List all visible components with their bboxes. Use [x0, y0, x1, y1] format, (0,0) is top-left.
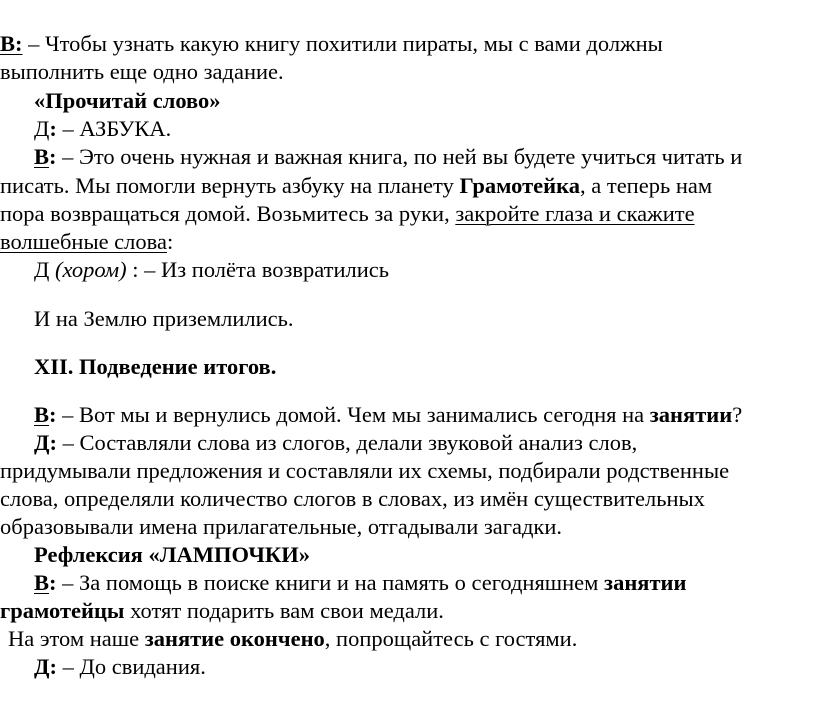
para-text: , попрощайтесь с гостями.: [324, 626, 578, 651]
bold-term: занятии: [649, 402, 733, 427]
speaker-label: Д: [34, 257, 50, 282]
para-9-line-3: [0, 485, 705, 513]
para-text: – Составляли слова из слогов, делали звуковой анализ слов,: [56, 430, 638, 455]
para-text: – За помощь в поиске книги и на память о сегодняшнем: [56, 570, 605, 595]
section-title-read-word: [34, 87, 221, 115]
speaker-label: Д: [34, 116, 50, 141]
para-text: – Вот мы и вернулись домой. Чем мы занимались сегодня на: [56, 402, 650, 427]
bold-term: занятии: [604, 570, 687, 595]
para-text: :: [166, 229, 174, 254]
speaker-label: В:: [0, 31, 23, 56]
para-9-line-2: [0, 457, 729, 485]
section-title-reflection: [34, 541, 310, 569]
italic-note: (хором): [49, 257, 127, 282]
bold-term: занятие окончено: [144, 626, 325, 651]
para-text: слова, определяли количество слогов в словах, из имён существительных: [0, 486, 705, 511]
bold-term: Грамотейка: [459, 173, 580, 198]
para-text: писать. Мы помогли вернуть азбуку на планету: [0, 173, 460, 198]
speaker-label: В: [34, 570, 50, 595]
para-8-line-1: [34, 401, 742, 429]
para-6-line-1: [34, 305, 294, 333]
para-11-line-2: [0, 597, 444, 625]
underlined-text: закройте глаза и скажите: [455, 201, 695, 226]
para-3-line-1: [34, 115, 171, 143]
speaker-label: В: [34, 144, 50, 169]
speaker-label: В: [34, 402, 50, 427]
para-text: На этом наше: [8, 626, 145, 651]
para-text: ?: [732, 402, 743, 427]
section-heading-summary: [34, 353, 276, 381]
colon: :: [49, 116, 57, 141]
title-text: «Прочитай слово»: [34, 88, 221, 113]
para-4-line-3: [0, 200, 695, 228]
para-4-line-4: [0, 228, 173, 256]
para-4-line-2: [0, 172, 712, 200]
para-text: придумывали предложения и составляли их схемы, подбирали родственные: [0, 458, 730, 483]
para-text: , а теперь нам: [580, 173, 713, 198]
para-9-line-1: [34, 429, 637, 457]
speaker-label: Д: [34, 654, 50, 679]
para-1-line-1: [0, 30, 663, 58]
para-text: – Чтобы узнать какую книгу похитили пираты, мы с вами должны: [22, 31, 663, 56]
para-text: – До свидания.: [56, 654, 206, 679]
para-text: – Это очень нужная и важная книга, по ней вы будете учиться читать и: [56, 144, 743, 169]
para-12-line-1: [8, 625, 577, 653]
para-text: – АЗБУКА.: [56, 116, 172, 141]
para-text: выполнить еще одно задание.: [0, 59, 284, 84]
colon: :: [49, 144, 57, 169]
para-text: хотят подарить вам свои медали.: [124, 598, 444, 623]
para-13-line-1: [34, 653, 206, 681]
bold-term: грамотейцы: [0, 598, 125, 623]
colon: :: [49, 402, 57, 427]
para-text: И на Землю приземлились.: [34, 306, 294, 331]
para-text: образовывали имена прилагательные, отгадывали загадки.: [0, 514, 562, 539]
para-text: пора возвращаться домой. Возьмитесь за руки,: [0, 201, 456, 226]
para-11-line-1: [34, 569, 686, 597]
heading-text: XII. Подведение итогов.: [34, 354, 277, 379]
para-4-line-1: [34, 143, 742, 171]
colon: :: [49, 430, 57, 455]
speaker-label: Д: [34, 430, 50, 455]
para-5-line-1: [34, 256, 389, 284]
colon: :: [49, 570, 57, 595]
colon: :: [49, 654, 57, 679]
para-9-line-4: [0, 513, 562, 541]
para-1-line-2: [0, 58, 284, 86]
underlined-text: волшебные слова: [0, 229, 167, 254]
title-text: Рефлексия «ЛАМПОЧКИ»: [34, 542, 310, 567]
para-text: : – Из полёта возвратились: [126, 257, 389, 282]
